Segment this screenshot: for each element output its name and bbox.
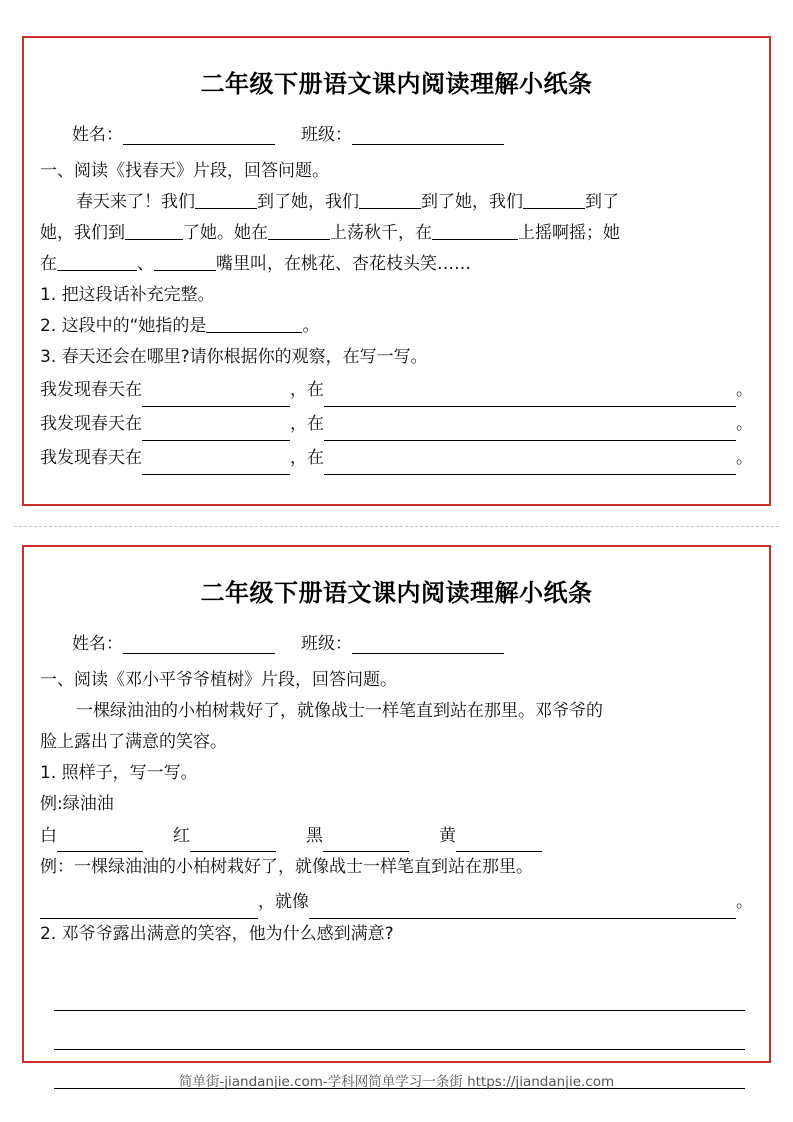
answer-blank-b[interactable] [324, 390, 736, 407]
class-label: 班级： [301, 125, 352, 145]
question-text: 1. 把这段话补充完整。 [40, 285, 215, 305]
passage-text: 在 [40, 254, 57, 274]
passage-blank[interactable] [523, 192, 585, 209]
passage-text: 一棵绿油油的小柏树栽好了，就像战士一样笔直到站在那里。邓爷爷的 [76, 701, 603, 721]
answer-blank-a[interactable] [142, 390, 290, 407]
name-label: 姓名： [72, 125, 123, 145]
color-word-blank[interactable] [57, 835, 143, 852]
answer-row [40, 373, 753, 407]
page-title: 二年级下册语文课内阅读理解小纸条 [200, 70, 593, 98]
worksheet-card-1-inner [24, 64, 769, 475]
student-meta-row-1 [40, 120, 753, 145]
example-2 [40, 852, 753, 883]
class-label: 班级： [301, 634, 352, 654]
question-1-1 [40, 280, 753, 311]
answer-suffix: 。 [736, 380, 753, 400]
answer-row [40, 407, 753, 441]
example-1 [40, 789, 753, 820]
passage-text: 脸上露出了满意的笑容。 [40, 732, 227, 752]
passage-text: 嘴里叫，在桃花、杏花枝头笑…… [216, 254, 471, 274]
worksheet-card-2-inner [24, 573, 769, 1089]
passage-text: 上摇啊摇；她 [518, 223, 620, 243]
color-word-label: 白 [40, 826, 57, 846]
passage-blank[interactable] [432, 223, 518, 240]
question-2-1 [40, 758, 753, 789]
question-text: 1. 照样子，写一写。 [40, 763, 198, 783]
example-text: 例：一棵绿油油的小柏树栽好了，就像战士一样笔直到站在那里。 [40, 857, 533, 877]
answer-blank-b[interactable] [324, 458, 736, 475]
cut-line-separator [14, 526, 779, 527]
answer-middle: ，在 [290, 380, 324, 400]
passage-line-2 [40, 218, 753, 249]
passage-text: 到了 [585, 192, 619, 212]
color-word-item [306, 820, 409, 852]
passage-blank[interactable] [268, 223, 330, 240]
site-footer: 简单街-jiandanjie.com-学科网简单学习一条街 https://jiandanjie.com [178, 1074, 615, 1090]
name-input-blank[interactable] [123, 636, 275, 654]
write-line[interactable] [54, 972, 745, 1011]
worksheet-card-1 [22, 36, 771, 506]
color-word-label: 黄 [439, 826, 456, 846]
passage-text: 她，我们到 [40, 223, 125, 243]
question-blank[interactable] [206, 316, 302, 333]
color-word-item [40, 820, 143, 852]
passage-blank[interactable] [125, 223, 183, 240]
color-word-item [173, 820, 276, 852]
simile-middle: ，就像 [258, 892, 309, 912]
write-line[interactable] [54, 1011, 745, 1050]
answer-suffix: 。 [736, 448, 753, 468]
answer-blank-b[interactable] [324, 424, 736, 441]
passage-text: 上荡秋千，在 [330, 223, 432, 243]
simile-blank-a[interactable] [40, 902, 258, 919]
answer-prefix: 我发现春天在 [40, 380, 142, 400]
page-title-2: 二年级下册语文课内阅读理解小纸条 [200, 579, 593, 607]
name-label: 姓名： [72, 634, 123, 654]
student-meta-row-2 [40, 629, 753, 654]
section-heading-1: 一、阅读《找春天》片段，回答问题。 [40, 161, 329, 181]
passage-text: 了她。她在 [183, 223, 268, 243]
passage2-line-1 [40, 696, 753, 727]
simile-answer-row [40, 885, 753, 919]
class-input-blank[interactable] [352, 636, 504, 654]
answer-row [40, 441, 753, 475]
color-word-label: 黑 [306, 826, 323, 846]
color-word-blank[interactable] [456, 835, 542, 852]
worksheet-card-2 [22, 545, 771, 1063]
color-word-blank[interactable] [190, 835, 276, 852]
question-tail: 。 [302, 316, 320, 336]
passage-text: 到了她，我们 [257, 192, 359, 212]
question-text: 2. 这段中的“她指的是 [40, 316, 207, 336]
passage2-line-2 [40, 727, 753, 758]
answer-prefix: 我发现春天在 [40, 448, 142, 468]
answer-blank-a[interactable] [142, 458, 290, 475]
answer-suffix: 。 [736, 414, 753, 434]
passage-text: 到了她，我们 [421, 192, 523, 212]
color-words-row [40, 820, 753, 852]
question-text: 3. 春天还会在哪里?请你根据你的观察，在写一写。 [40, 347, 428, 367]
passage-text: 春天来了！我们 [76, 192, 195, 212]
answer-middle: ，在 [290, 414, 324, 434]
color-word-blank[interactable] [323, 835, 409, 852]
example-text: 例:绿油油 [40, 794, 114, 814]
passage-blank[interactable] [359, 192, 421, 209]
question-text: 2. 邓爷爷露出满意的笑容，他为什么感到满意? [40, 924, 394, 944]
answer-prefix: 我发现春天在 [40, 414, 142, 434]
passage-blank[interactable] [154, 254, 216, 271]
simile-blank-b[interactable] [309, 902, 736, 919]
question-1-3 [40, 342, 753, 373]
color-word-item [439, 820, 542, 852]
section-heading-2: 一、阅读《邓小平爷爷植树》片段，回答问题。 [40, 670, 397, 690]
passage-blank[interactable] [195, 192, 257, 209]
simile-suffix: 。 [736, 892, 753, 912]
answer-middle: ，在 [290, 448, 324, 468]
question-1-2 [40, 311, 753, 342]
passage-line-3 [40, 249, 753, 280]
question-2-2 [40, 919, 753, 950]
passage-blank[interactable] [57, 254, 137, 271]
class-input-blank[interactable] [352, 127, 504, 145]
name-input-blank[interactable] [123, 127, 275, 145]
answer-blank-a[interactable] [142, 424, 290, 441]
passage-line-1 [40, 187, 753, 218]
color-word-label: 红 [173, 826, 190, 846]
passage-text: 、 [137, 254, 154, 274]
